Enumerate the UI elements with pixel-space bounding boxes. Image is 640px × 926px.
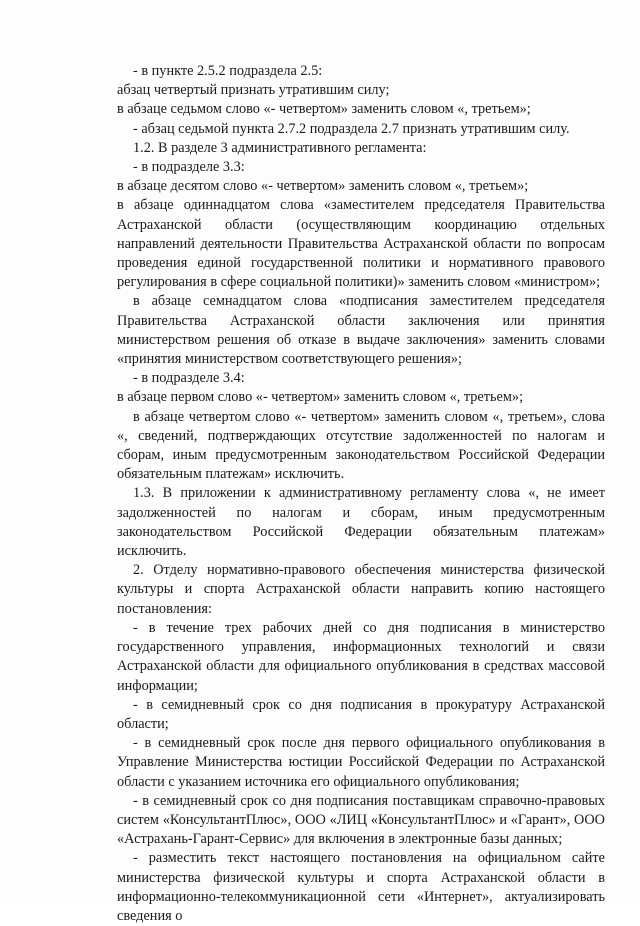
paragraph: - в течение трех рабочих дней со дня подписания в министерство государственного управления, информационных технологий и связи Астраханской области для официального опубликования в средствах массовой информации; (117, 619, 605, 694)
document-body (117, 62, 605, 926)
paragraph: - в семидневный срок со дня подписания в прокуратуру Астраханской области; (117, 696, 605, 732)
paragraph: 2. Отделу нормативно-правового обеспечения министерства физической культуры и спорта Астраханской области направить копию настоящего постановления: (117, 562, 605, 617)
paragraph: в абзаце первом слово «- четвертом» заменить словом «, третьем»; (117, 389, 524, 406)
paragraph: в абзаце одиннадцатом слова «заместителем председателя Правительства Астраханской области (осуществляющим координацию отдельных направлений деятельности Правительства Астраханской области по вопросам проведения единой государственной политики и нормативного правового регулирования в сфере социальной политики)» заменить словом «министром»; (117, 197, 605, 291)
paragraph: в абзаце десятом слово «- четвертом» заменить словом «, третьем»; (117, 178, 529, 195)
paragraph: в абзаце семнадцатом слова «подписания заместителем председателя Правительства Астраханской области заключения или принятия министерством решения об отказе в выдаче заключения» заменить словами «принятия министерством соответствующего решения»; (117, 293, 605, 368)
paragraph: 1.3. В приложении к административному регламенту слова «, не имеет задолженностей по налогам и сборам, иным предусмотренным законодательством Российской Федерации обязательным платежам» исключить. (117, 485, 605, 560)
paragraph: - в семидневный срок после дня первого официального опубликования в Управление Министерства юстиции Российской Федерации по Астраханской области с указанием источника его официального опубликования; (117, 735, 605, 790)
paragraph: - разместить текст настоящего постановления на официальном сайте министерства физической культуры и спорта Астраханской области в информационно-телекоммуникационной сети «Интернет», актуализировать сведения о (117, 850, 605, 924)
paragraph: в абзаце седьмом слово «- четвертом» заменить словом «, третьем»; (117, 101, 531, 118)
paragraph: - в семидневный срок со дня подписания поставщикам справочно-правовых систем «КонсультантПлюс», ООО «ЛИЦ «КонсультантПлюс» и «Гарант», ООО «Астрахань-Гарант-Сервис» для включения в электронные базы данных; (117, 792, 605, 848)
paragraph: - абзац седьмой пункта 2.7.2 подраздела 2.7 признать утратившим силу. (133, 120, 570, 137)
paragraph: 1.2. В разделе 3 административного регламента: (133, 139, 427, 156)
paragraph: - в подразделе 3.3: (133, 159, 245, 176)
paragraph: в абзаце четвертом слово «- четвертом» заменить словом «, третьем», слова «, сведений, подтверждающих отсутствие задолженностей по налогам и сборам, иным предусмотренным законодательством Российской Федерации обязательным платежам» исключить. (117, 408, 605, 483)
paragraph: - в пункте 2.5.2 подраздела 2.5: (133, 63, 323, 79)
paragraph: - в подразделе 3.4: (133, 370, 245, 387)
paragraph: абзац четвертый признать утратившим силу; (117, 82, 390, 99)
